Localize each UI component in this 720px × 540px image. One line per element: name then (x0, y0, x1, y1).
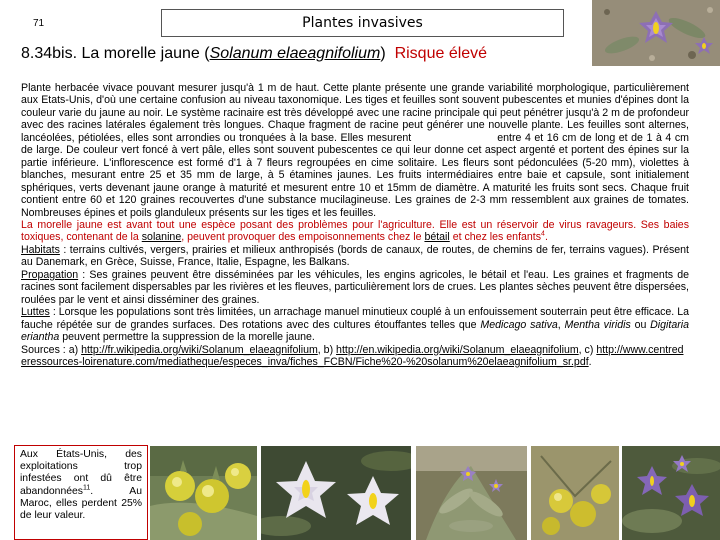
control-text-1: : Lorsque les populations sont très limitées, un arrachage manuel minutieux couplé à un enfouissement souterrain peut être efficace. La fauche répétée sur de grandes surfaces. Des rotations avec des cultures étouffantes telles que (21, 306, 689, 331)
impact-text-3: et chez les enfants (449, 231, 542, 244)
description-part-3: entre 4 et 16 cm de long et de 1 à 4 cm de large. De couleur vert foncé à vert pâle, elles sont souvent pubescentes ce qui leur donne cet aspect argenté et portent des épines sur la partie inférieure. L'inflorescence est formé d'1 à 7 fleurs regroupées en cime solitaire. Les fleurs sont pédonculées (5-20 mm), violettes à blanches, mesurant entre 25 et 35 mm de large, à 5 étamines jaunes. Les fruits intermédiaires entre baie et capsule, sont initialement sphériques, verts devenant jaune orange à maturité et mesurent entre 10 et 15mm de diamètre. A maturité les fruits sont secs. Chaque fruit contient entre 60 et 120 graines recouvertes d'une substance mucilagineuse. Les graines de 2-3 mm ressemblent aux graines de tomates. Nombreuses épines et poils glanduleux présents sur les tiges et les feuilles. (21, 131, 690, 219)
habitats-text: : terrains cultivés, vergers, prairies et milieux anthropisés (bords de canaux, de routes, de chemins de fer, terrains vagues). Présent au Danemark, en Grèce, Suisse, France, Italie, Espagne, les Balkans. (21, 243, 689, 269)
betail-link[interactable]: bétail (424, 231, 450, 244)
description-part-1: Plante herbacée vivace pouvant mesurer jusqu'à 1 m de haut. Cette plante présente une grande variabilité morphologique, particulièrement aux Etats-Unis, d'où une certaine confusion au niveau taxonomique. Les tiges et feuilles sont souvent pubescentes et munies d'épines dont la couleur varie du jaune au noir. Le système racinaire est très développé avec une racine principale qui peut pénétrer jusqu'à 2 m de profondeur avec des racines latérales également très longues. Chaque fragment de racine peut générer une nouvelle plante. Les feuilles sont alternes, lancéolées, pétiolées, elles sont arrondies (21, 82, 689, 144)
impact-text-2: , peuvent provoquer des empoisonnements chez le (181, 231, 425, 244)
propagation-label: Propagation (21, 268, 79, 281)
header-title: Plantes invasives (302, 15, 423, 31)
section-title (21, 45, 487, 63)
description-paragraph (21, 82, 689, 219)
solanine-link[interactable]: solanine (141, 231, 182, 244)
title-number: 8.34bis. La morelle jaune ( (21, 45, 210, 62)
source-link-a[interactable]: http://fr.wikipedia.org/wiki/Solanum_elaeagnifolium (81, 343, 318, 356)
footnote-ref-4: 4 (541, 230, 545, 238)
habitats-paragraph (21, 244, 689, 269)
species-medicago: Medicago sativa (480, 318, 558, 331)
control-label: Luttes (21, 306, 50, 319)
body-text (21, 82, 689, 368)
control-text-4: peuvent permettre la suppression de la morelle jaune. (59, 331, 315, 344)
sources-b-label: , b) (317, 343, 337, 356)
callout-note-box (14, 445, 148, 540)
page-number: 71 (33, 18, 45, 29)
footnote-ref-11: 11 (82, 484, 91, 492)
description-part-2: ou tronquées à la base. Elles mesurent (223, 131, 412, 144)
sources-c-label: , c) (578, 343, 597, 356)
note-text-1: Aux États-Unis, des exploitations trop infestées ont dû être abandonnées (20, 449, 142, 497)
impact-text-1: La morelle jaune est avant tout une espèce posant des problèmes pour l'agriculture. Elle est un réservoir de virus ravageurs. Ses baies toxiques, contenant de la (21, 218, 689, 244)
control-text-3: ou (630, 318, 651, 331)
risk-level: Risque élevé (394, 45, 488, 62)
page-header (161, 9, 564, 37)
species-mentha: Mentha viridis (564, 318, 631, 331)
title-latin-name: Solanum elaeagnifolium (209, 45, 381, 62)
source-link-b[interactable]: http://en.wikipedia.org/wiki/Solanum_elaeagnifolium (336, 343, 579, 356)
source-link-c[interactable]: http://www.centrederessources-loirenature.com/mediatheque/especes_inva/fiches_FCBN/Fiche%20-%20solanum%20elaeagnifolium_sr.pdf (21, 343, 684, 368)
note-text-2: . Au Maroc, elles perdent 25% de leur valeur. (20, 485, 142, 522)
impact-paragraph (21, 219, 689, 244)
berries-cluster-photo (531, 446, 619, 540)
white-flowers-photo (261, 446, 411, 540)
propagation-paragraph (21, 269, 689, 306)
impact-text-4: . (544, 231, 548, 244)
propagation-text: : Ses graines peuvent être disséminées par les véhicules, les engins agricoles, le bétail et l'eau. Les graines et fragments de racines sont facilement dispersables par les rivières et les fleuves, particulièrement lors de crues. Les plantes sèches peuvent être dispersées, roulées par le vent et ainsi disséminer des graines. (21, 268, 689, 306)
control-paragraph (21, 306, 689, 343)
control-text-2: , (557, 318, 565, 331)
yellow-berries-photo (150, 446, 257, 540)
sources-paragraph (21, 344, 689, 369)
habitats-label: Habitats (21, 243, 60, 256)
title-close: ) (380, 45, 386, 62)
sources-label: Sources : a) (21, 343, 82, 356)
top-flower-photo (592, 0, 720, 66)
plant-habit-photo (416, 446, 527, 540)
sources-end: . (588, 355, 592, 368)
purple-flowers-photo (622, 446, 720, 540)
species-digitaria: Digitaria eriantha (21, 318, 690, 344)
